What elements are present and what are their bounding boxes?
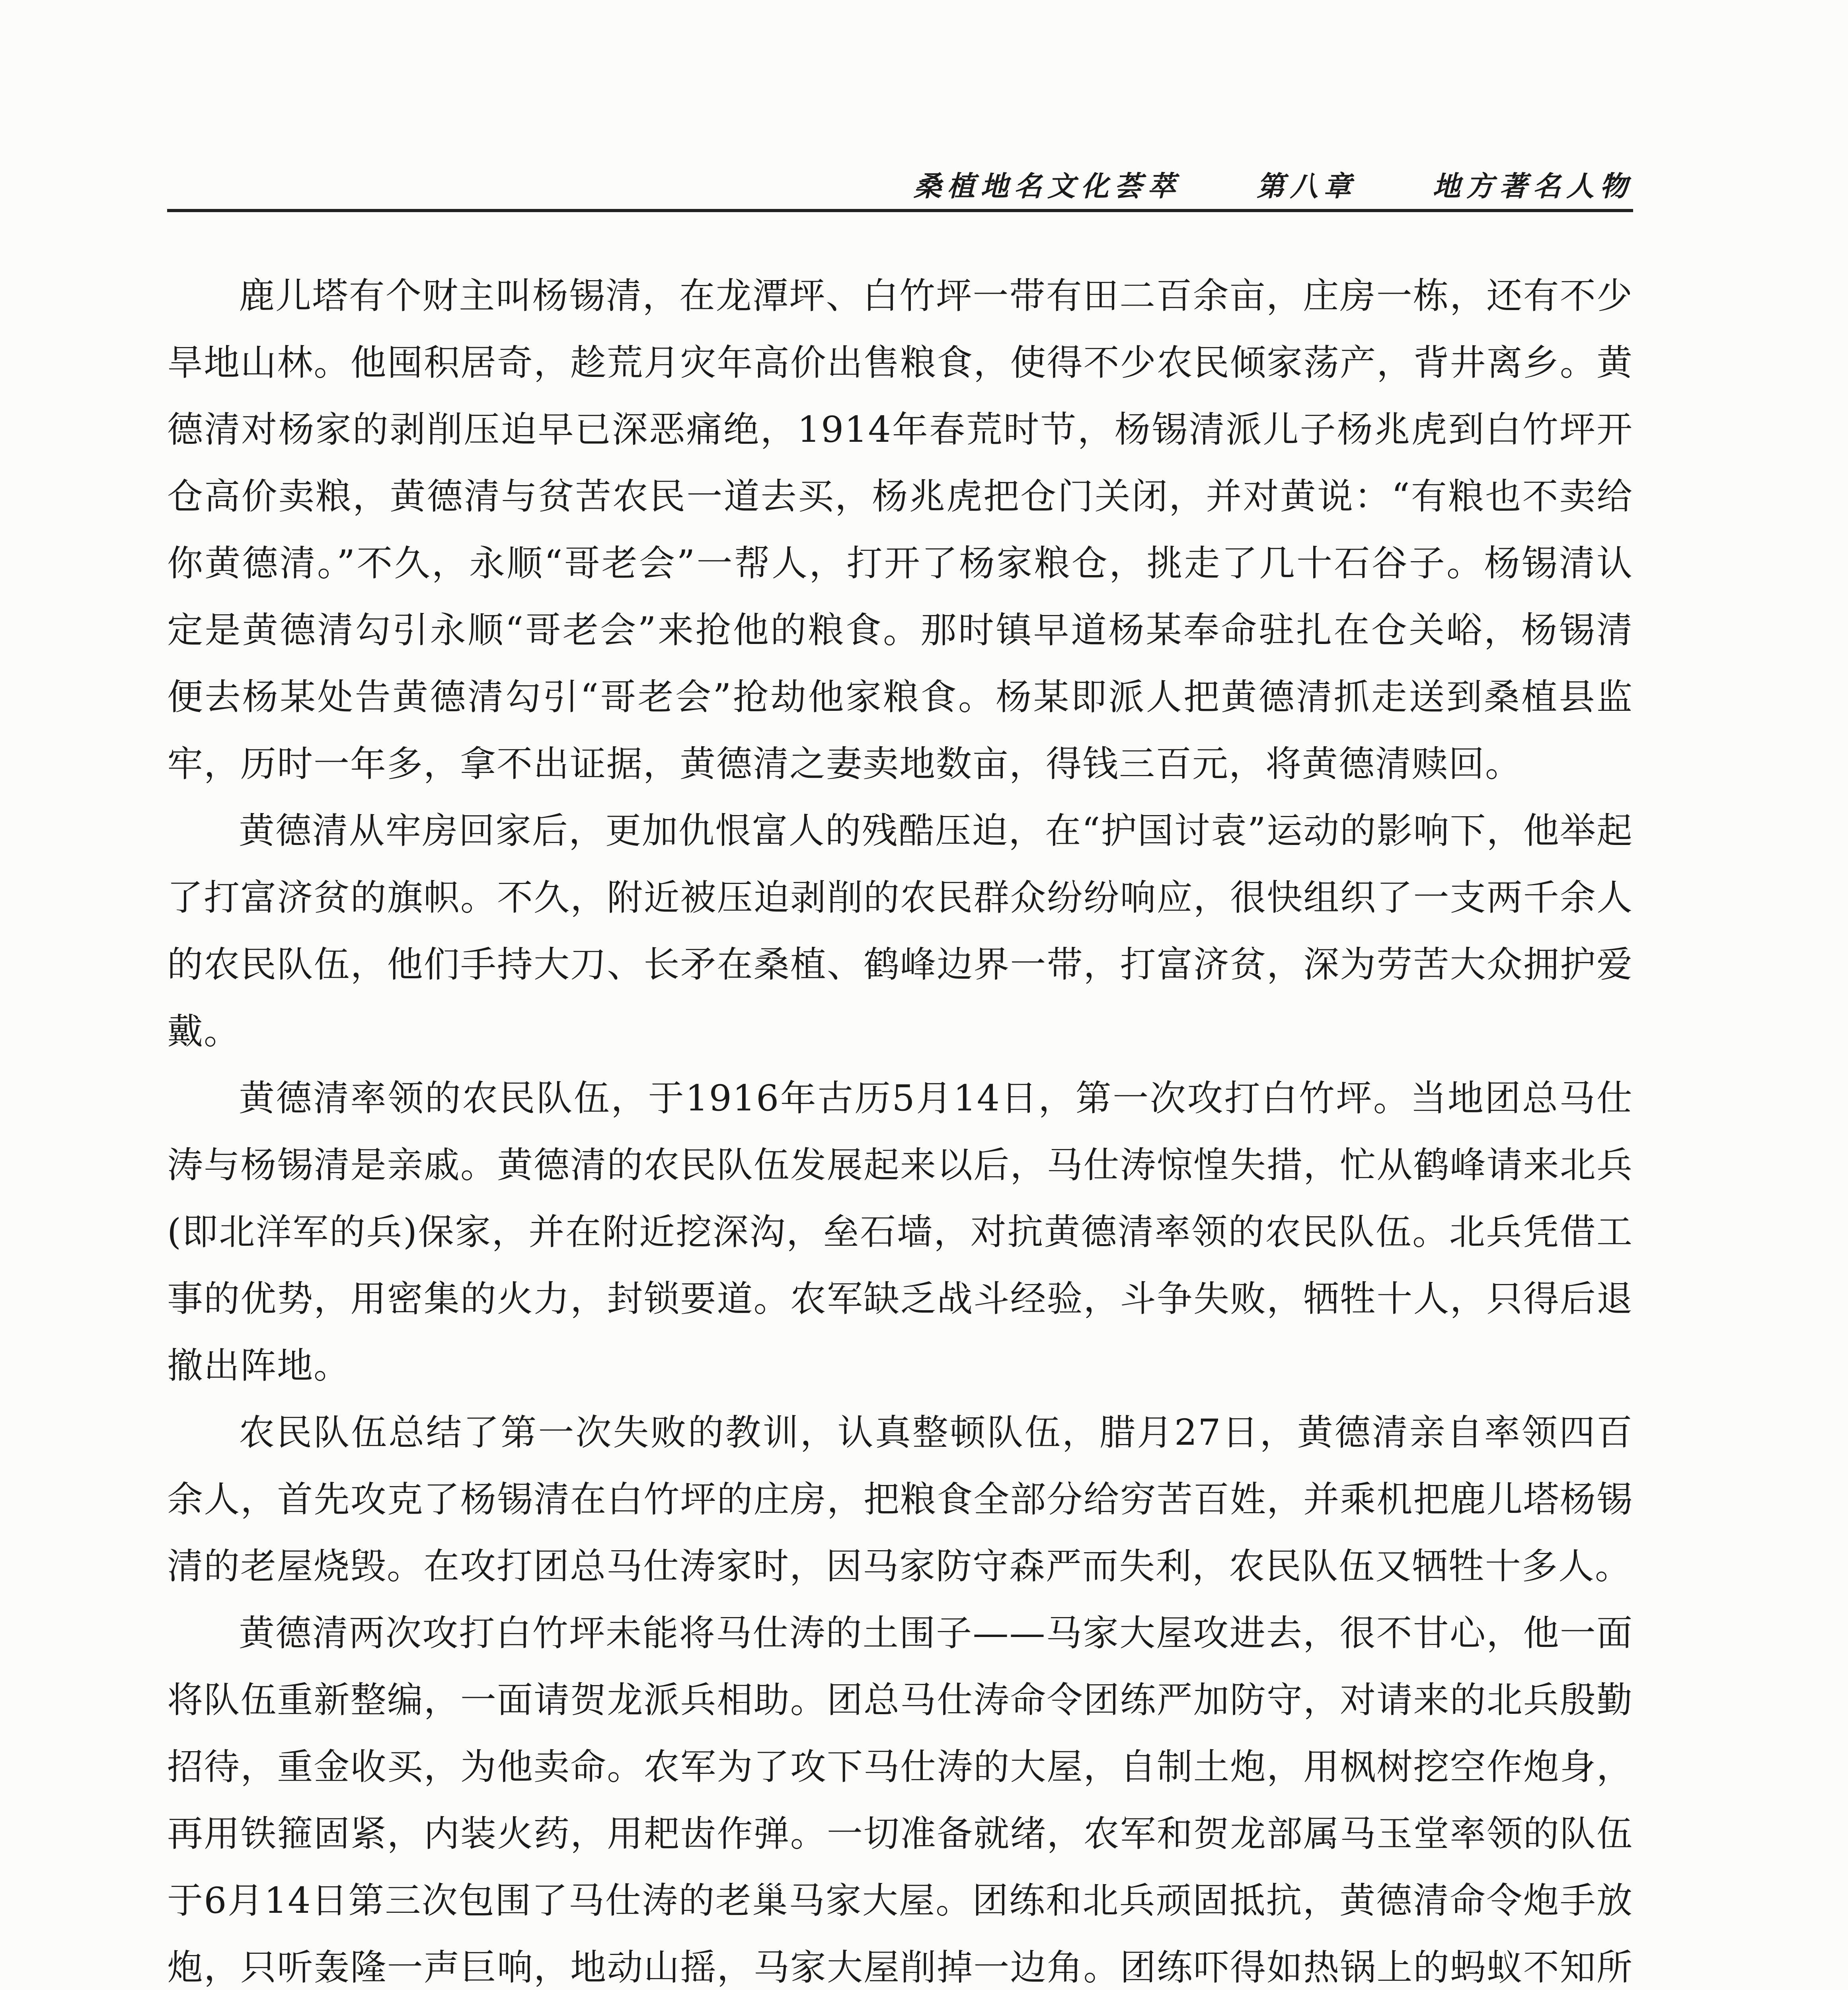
paragraph-1: 鹿儿塔有个财主叫杨锡清，在龙潭坪、白竹坪一带有田二百余亩，庄房一栋，还有不少旱地山林。他囤积居奇，趁荒月灾年高价出售粮食，使得不少农民倾家荡产，背井离乡。黄德清对杨家的剥削压迫早已深恶痛绝，1914年春荒时节，杨锡清派儿子杨兆虎到白竹坪开仓高价卖粮，黄德清与贫苦农民一道去买，杨兆虎把仓门关闭，并对黄说：“有粮也不卖给你黄德清。”不久，永顺“哥老会”一帮人，打开了杨家粮仓，挑走了几十石谷子。杨锡清认定是黄德清勾引永顺“哥老会”来抢他的粮食。那时镇早道杨某奉命驻扎在仓关峪，杨锡清便去杨某处告黄德清勾引“哥老会”抢劫他家粮食。杨某即派人把黄德清抓走送到桑植县监牢，历时一年多，拿不出证据，黄德清之妻卖地数亩，得钱三百元，将黄德清赎回。 [167,275,1633,785]
paragraph-4: 农民队伍总结了第一次失败的教训，认真整顿队伍，腊月27日，黄德清亲自率领四百余人，首先攻克了杨锡清在白竹坪的庄房，把粮食全部分给穷苦百姓，并乘机把鹿儿塔杨锡清的老屋烧毁。在攻打团总马仕涛家时，因马家防守森严而失利，农民队伍又牺牲十多人。 [167,1412,1633,1587]
running-header [167,157,1633,209]
paragraph-5: 黄德清两次攻打白竹坪未能将马仕涛的土围子——马家大屋攻进去，很不甘心，他一面将队伍重新整编，一面请贺龙派兵相助。团总马仕涛命令团练严加防守，对请来的北兵殷勤招待，重金收买，为他卖命。农军为了攻下马仕涛的大屋，自制土炮，用枫树挖空作炮身，再用铁箍固紧，内装火药，用耙齿作弹。一切准备就绪，农军和贺龙部属马玉堂率领的队伍于6月14日第三次包围了马仕涛的老巢马家大屋。团练和北兵顽固抵抗，黄德清命令炮手放炮，只听轰隆一声巨响，地动山摇，马家大屋削掉一边角。团练吓得如热锅上的蚂蚁不知所 [167,1612,1633,1988]
header-section: 地方著名人物 [1433,170,1633,203]
header-book-title: 桑植地名文化荟萃 [914,170,1181,203]
paragraph-3: 黄德清率领的农民队伍，于1916年古历5月14日，第一次攻打白竹坪。当地团总马仕涛与杨锡清是亲戚。黄德清的农民队伍发展起来以后，马仕涛惊惶失措，忙从鹤峰请来北兵(即北洋军的兵)保家，并在附近挖深沟，垒石墙，对抗黄德清率领的农民队伍。北兵凭借工事的优势，用密集的火力，封锁要道。农军缺乏战斗经验，斗争失败，牺牲十人，只得后退撤出阵地。 [167,1077,1633,1387]
paragraph-2: 黄德清从牢房回家后，更加仇恨富人的残酷压迫，在“护国讨袁”运动的影响下，他举起了打富济贫的旗帜。不久，附近被压迫剥削的农民群众纷纷响应，很快组织了一支两千余人的农民队伍，他们手持大刀、长矛在桑植、鹤峰边界一带，打富济贫，深为劳苦大众拥护爱戴。 [167,810,1633,1052]
header-divider [167,209,1633,212]
header-chapter: 第八章 [1257,170,1357,203]
body-text [167,263,1633,1990]
